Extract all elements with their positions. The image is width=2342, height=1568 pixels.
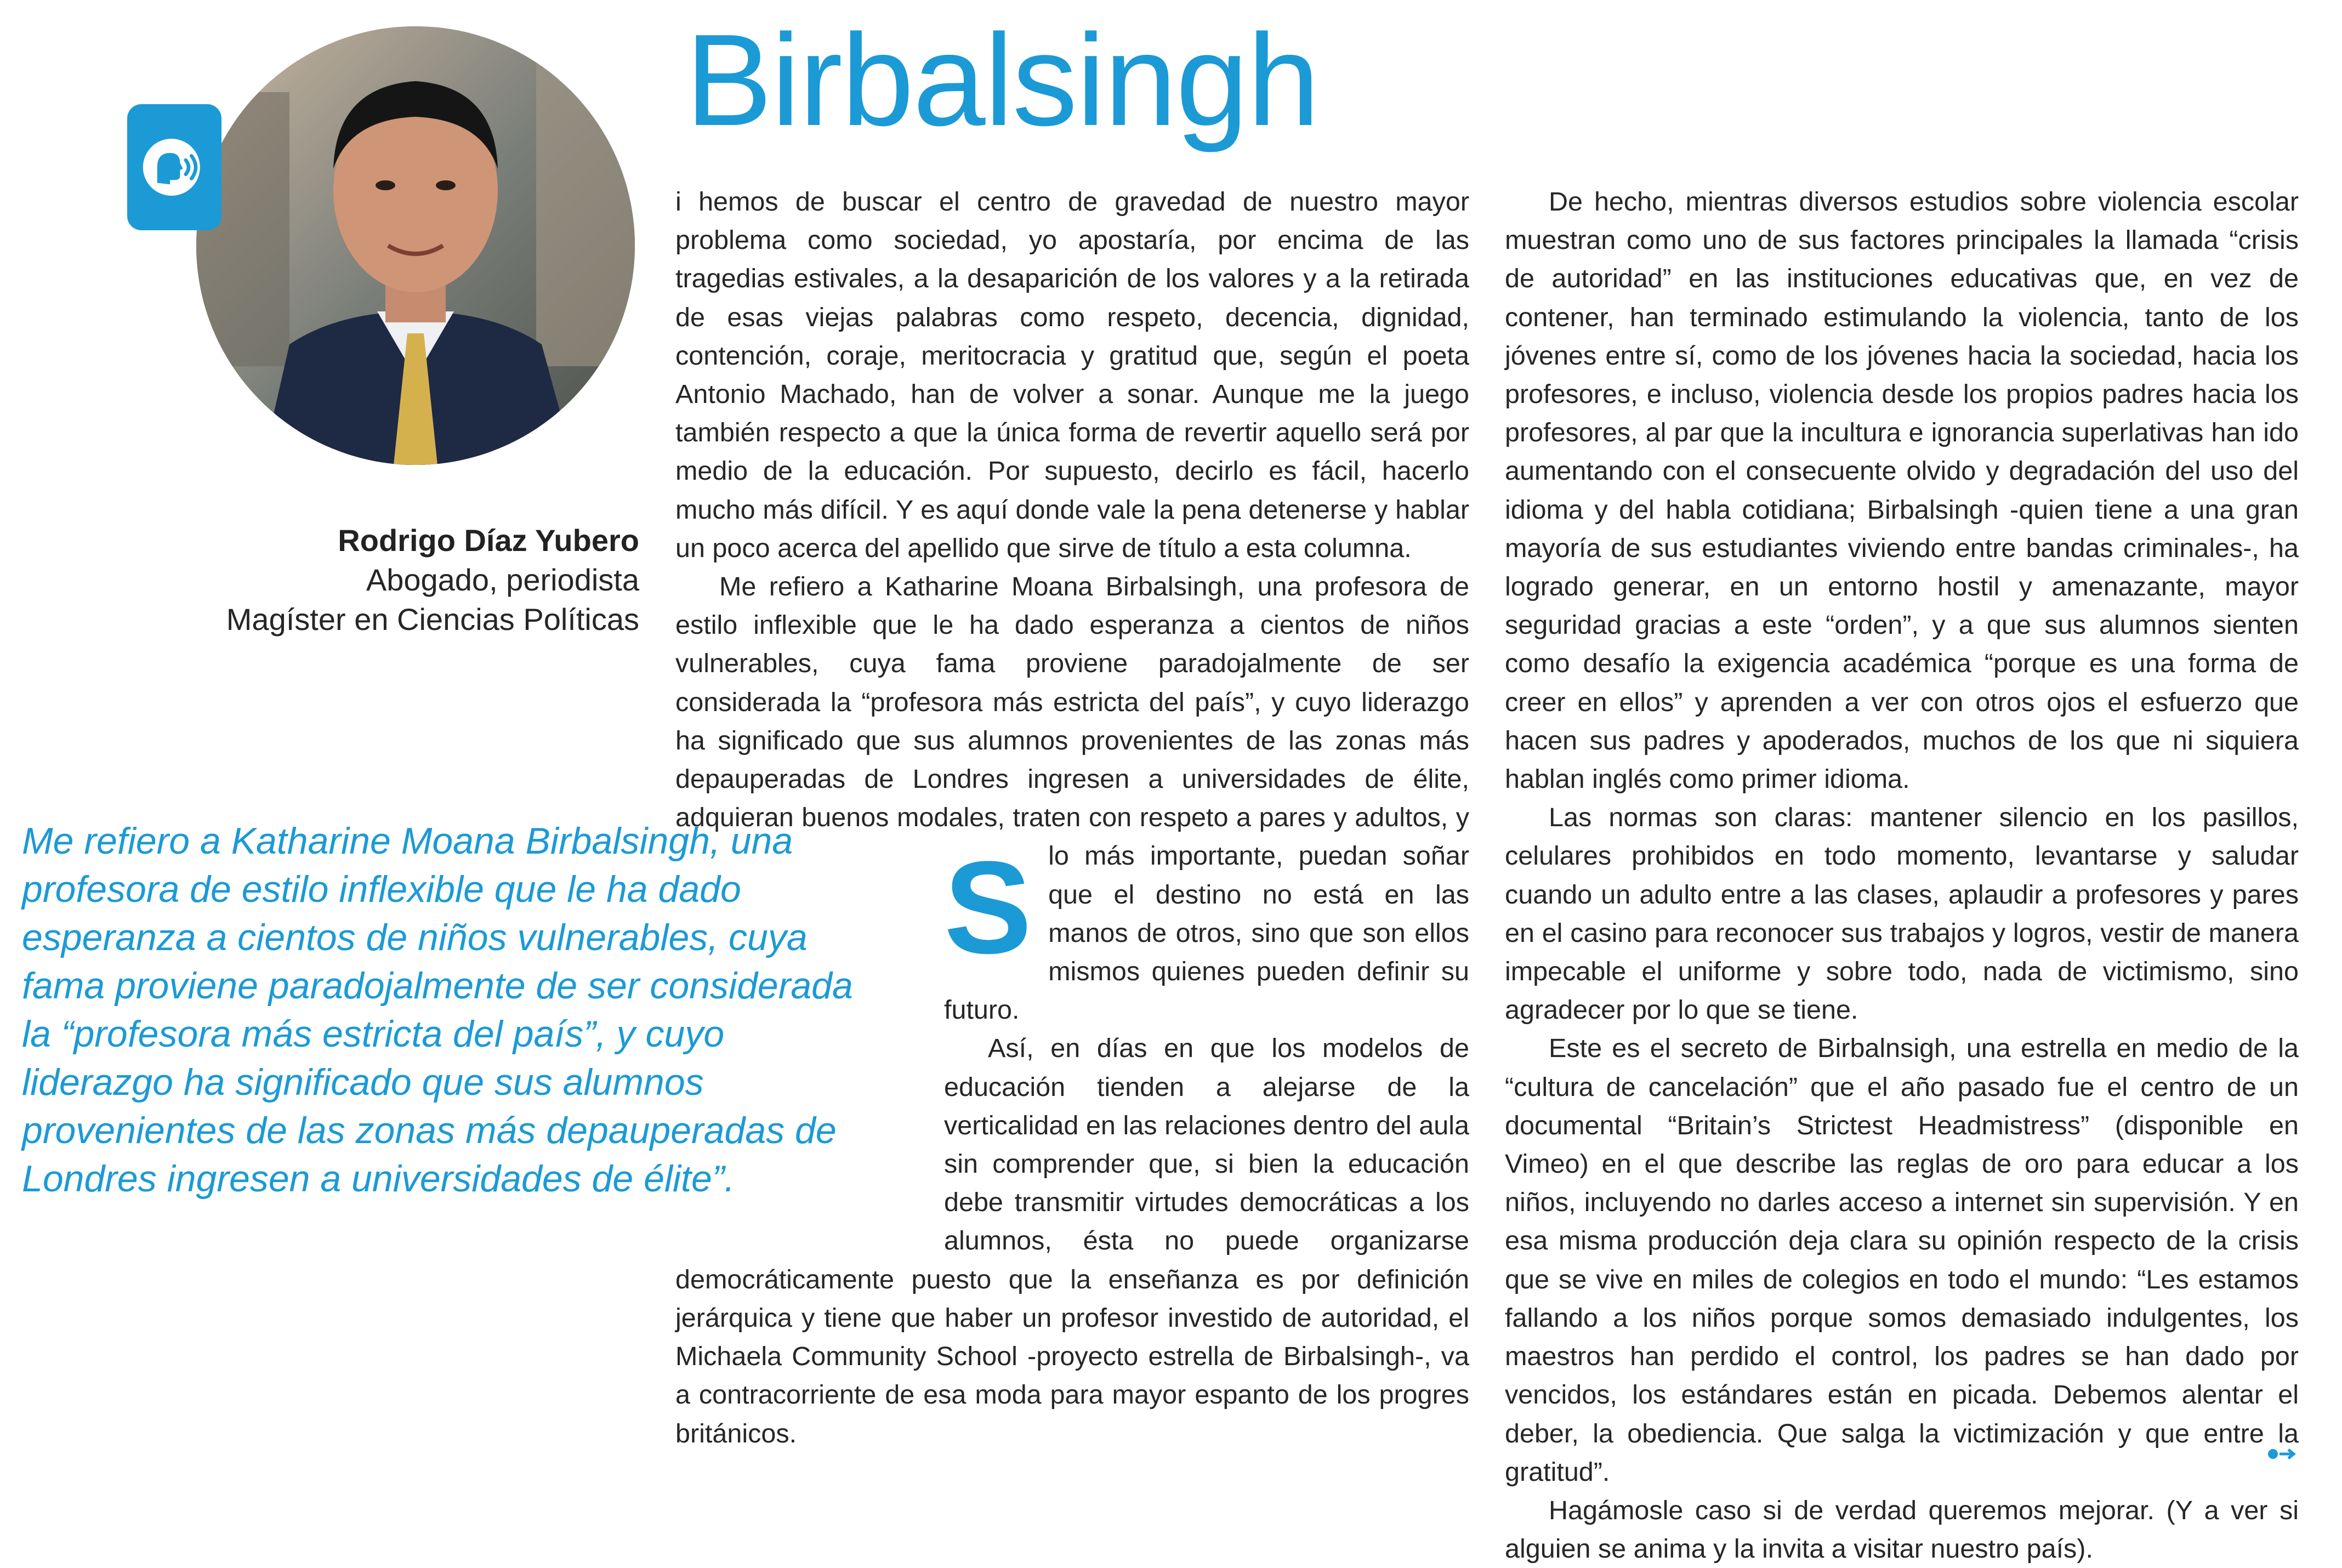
speaking-head-icon [127, 104, 221, 230]
article-column-2 [1505, 183, 2299, 1568]
pull-quote: Me refiero a Katharine Moana Birbalsingh, una profesora de estilo inflexible que le ha dado esperanza a cientos de niños vulnerables, cuya fama proviene paradojalmente de ser considerada la “profesora más estricta del país”, y cuyo liderazgo ha significado que sus alumnos provenientes de las zonas más depauperadas de Londres ingresen a universidades de élite”. [22, 820, 853, 1200]
author-name: Rodrigo Díaz Yubero [338, 523, 639, 558]
article-paragraph: S i hemos de buscar el centro de gravedad de nuestro mayor problema como sociedad, yo apostaría, por encima de las tragedias estivales, a la desaparición de los valores y a la retirada de esas viejas palabras como respeto, decencia, dignidad, contención, coraje, meritocracia y gratitud que, según el poeta Antonio Machado, han de volver a sonar. Aunque me la juego también respecto a que la única forma de revertir aquello será por medio de la educación. Por supuesto, decirlo es fácil, hacerlo mucho más difícil. Y es aquí donde vale la pena detenerse y hablar un poco acerca del apellido que sirve de título a esta columna. [675, 187, 1469, 981]
article-paragraph: Este es el secreto de Birbalnsigh, una estrella en medio de la “cultura de cancelación” que el año pasado fue el centro de un documental “Britain’s Strictest Headmistress” (disponible en Vimeo) en el que describe las reglas de oro para educar a los niños, incluyendo no darles acceso a internet sin supervisión. Y en esa misma producción deja clara su opinión respecto de la crisis que se vive en miles de colegios en todo el mundo: “Les estamos fallando a los niños porque somos demasiado indulgentes, los maestros han perdido el control, los padres se han dado por vencidos, los estándares están en picada. Debemos alentar el deber, la obediencia. Que salga la victimización y que entre la gratitud”. [1505, 1033, 2299, 1487]
article-paragraph: Las normas son claras: mantener silencio en los pasillos, celulares prohibidos en todo momento, levantarse y saludar cuando un adulto entre a las clases, aplaudir a profesores y pares en el casino para reconocer sus trabajos y logros, vestir de manera impecable el uniforme y sobre todo, nada de victimismo, sino agradecer por lo que se tiene. [1505, 803, 2299, 1025]
article-paragraph: De hecho, mientras diversos estudios sobre violencia escolar muestran como uno de sus factores principales la llamada “crisis de autoridad” en las instituciones educativas que, en vez de contener, han terminado estimulando la violencia, tanto de los jóvenes entre sí, como de los jóvenes hacia la sociedad, hacia los profesores, e incluso, violencia desde los propios padres hacia los profesores, al par que la incultura e ignorancia superlativas han ido aumentando con el consecuente olvido y degradación del uso del idioma y del habla cotidiana; Birbalsingh -quien tiene a una gran mayoría de sus estudiantes viviendo entre bandas criminales-, ha logrado generar, en un entorno hostil y amenazante, mayor seguridad gracias a este “orden”, y a que sus alumnos sienten como desafío la exigencia académica “porque es una forma de creer en ellos” y aprenden a ver con otros ojos el esfuerzo que hacen sus padres y apoderados, muchos de los que ni siquiera hablan inglés como primer idioma. [1505, 187, 2299, 794]
drop-cap: S [944, 834, 1032, 981]
author-degree: Magíster en Ciencias Políticas [226, 602, 639, 637]
headline: Birbalsingh [685, 8, 1319, 153]
article-paragraph: Me refiero a Katharine Moana Birbalsingh, una profesora de estilo inflexible que le ha dado esperanza a cientos de niños vulnerables, cuya fama proviene paradojalmente de ser considerada la “profesora más estricta del país”, y cuyo liderazgo ha significado que sus alumnos provenientes de las zonas más depauperadas de Londres ingresen a universidades de élite, adquieran buenos modales, traten con respeto a pares y adultos, y lo más importante, puedan soñar que el destino no está en las manos de otros, sino que son ellos mismos quienes pueden definir su futuro. [675, 572, 1469, 1025]
article-column-1 [675, 183, 1469, 1453]
author-portrait [196, 26, 635, 465]
article-paragraph: Hagámosle caso si de verdad queremos mejorar. (Y a ver si alguien se anima y la invita a visitar nuestro país). [1505, 1495, 2299, 1564]
author-role: Abogado, periodista [366, 563, 639, 597]
author-block [159, 521, 639, 639]
end-of-article-icon [2265, 1447, 2298, 1461]
article-paragraph: Así, en días en que los modelos de educación tienden a alejarse de la verticalidad en las relaciones dentro del aula sin comprender que, si bien la educación debe transmitir virtudes democráticas a los alumnos, ésta no puede organizarse democráticamente puesto que la enseñanza es por definición jerárquica y tiene que haber un profesor investido de autoridad, el Michaela Community School -proyecto estrella de Birbalsingh-, va a contracorriente de esa moda para mayor espanto de los progres británicos. [675, 1033, 1469, 1448]
